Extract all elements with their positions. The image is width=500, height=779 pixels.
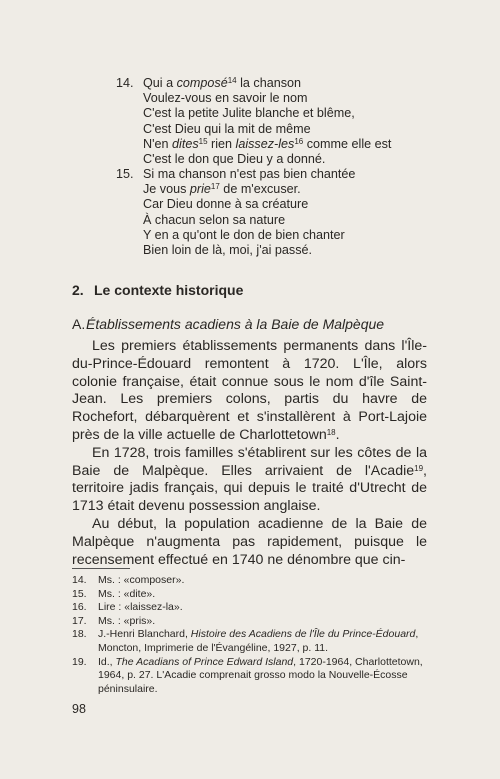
text-run: Voulez-vous en savoir le nom [143,91,308,106]
italic-text: laissez-les [235,136,295,151]
text-run: , 1720-1964, Charlottetown, 1964, p. 27. L'Acadie comprenait grosso modo la Nouvelle-Écosse péninsulaire. [98,655,423,695]
verse-line [143,91,391,106]
section-number: 2. [72,282,84,298]
footnote-text [98,656,423,695]
text-run: Ms. : «dite». [98,587,156,600]
text-run: À chacun selon sa nature [143,212,286,227]
footnote-text [98,601,183,613]
verse-line [143,167,355,182]
text-run: Si ma chanson n'est pas bien chantée [143,167,356,181]
footnotes [72,574,427,696]
footnote-number: 19. [72,655,87,668]
footnote-reference: 15 [198,136,208,146]
verse-line [143,197,355,212]
verse-14 [116,76,391,167]
verse-line [143,228,355,243]
verse-line [143,213,355,228]
italic-text: The Acadians of Prince Edward Island [115,655,294,668]
footnote-15 [72,588,427,602]
text-run: C'est Dieu qui la mit de même [143,121,311,136]
paragraph [72,338,427,445]
text-run: comme elle est [303,136,392,151]
text-run: Qui a [143,76,177,90]
footnote-reference: 16 [294,136,304,146]
verse-line [143,182,355,197]
verse-lines [143,76,391,167]
text-run: Ms. : «pris». [98,614,156,627]
footnote-divider [72,568,130,569]
text-run: Au début, la population acadienne de la Baie de Malpèque n'augmenta pas rapidement, puisque le recensement effectué en 1740 ne dénombre que cin- [72,515,427,568]
text-run: Les premiers établissements permanents dans l'Île-du-Prince-Édouard remontent à 1720. L'Île, alors colonie française, était connue sous le nom d'île Saint-Jean. Les premiers colons, partis du havre de Rochefort, débarquèrent et s'installèrent à Port-Lajoie près de la ville actuelle de Charlottetown [72,338,427,443]
footnote-number: 16. [72,601,87,614]
footnote-number: 14. [72,574,87,586]
footnote-text [98,574,184,586]
subsection-letter: A. [72,316,86,332]
footnote-reference: 19 [414,463,424,473]
verse-lines [143,167,355,258]
verse-number: 15. [116,167,134,181]
text-run: C'est le don que Dieu y a donné. [143,152,326,167]
verse-line [143,76,391,91]
text-run: Je vous [143,182,190,197]
footnote-19 [72,656,427,697]
section-title: Le contexte historique [94,282,244,298]
italic-text: Histoire des Acadiens de l'Île du Prince-Édouard [190,628,416,641]
footnote-number: 15. [72,587,87,600]
text-run: , Moncton, Imprimerie de l'Évangéline, 1927, p. 11. [98,628,419,654]
text-run: Lire : «laissez-la». [98,601,183,614]
footnote-17 [72,615,427,629]
section-heading [72,282,243,298]
italic-text: dites [172,136,199,151]
text-run: En 1728, trois familles s'établirent sur les côtes de la Baie de Malpèque. Elles arrivaient de l'Acadie [72,444,427,479]
verse-line [143,137,391,152]
footnote-reference: 17 [210,182,220,192]
subsection-heading [72,316,384,332]
text-run: . [335,426,340,443]
footnote-18 [72,628,427,655]
italic-text: prie [189,182,211,197]
paragraph [72,445,427,516]
subsection-title: Établissements acadiens à la Baie de Malpèque [86,316,385,332]
footnote-reference: 14 [227,76,237,85]
footnote-text [98,615,155,627]
text-run: rien [207,136,236,151]
text-run: N'en [143,136,173,151]
footnote-text [98,588,155,600]
body-text [72,338,427,569]
footnote-number: 18. [72,628,87,641]
verse-line [143,152,391,167]
page-number: 98 [72,702,86,716]
footnote-text [98,628,418,654]
paragraph [72,516,427,569]
text-run: Ms. : «composer». [98,574,185,586]
text-run: la chanson [236,76,302,90]
verse-number: 14. [116,76,134,90]
footnote-14 [72,574,427,588]
text-run: C'est la petite Julite blanche et blême, [143,106,355,121]
text-run: , territoire jadis français, qui depuis le traité d'Utrecht de 1713 était devenu possession anglaise. [72,462,427,515]
text-run: J.-Henri Blanchard, [98,628,191,641]
footnote-16 [72,601,427,615]
verse-15 [116,167,355,258]
italic-text: composé [176,76,228,90]
footnote-reference: 18 [326,427,336,437]
footnote-number: 17. [72,614,87,627]
verse-line [143,243,355,258]
text-run: Car Dieu donne à sa créature [143,197,309,212]
text-run: Bien loin de là, moi, j'ai passé. [143,243,313,258]
verse-line [143,106,391,121]
text-run: de m'excuser. [219,182,301,197]
verse-line [143,122,391,137]
text-run: Y en a qu'ont le don de bien chanter [143,227,345,242]
text-run: Id., [98,655,116,668]
